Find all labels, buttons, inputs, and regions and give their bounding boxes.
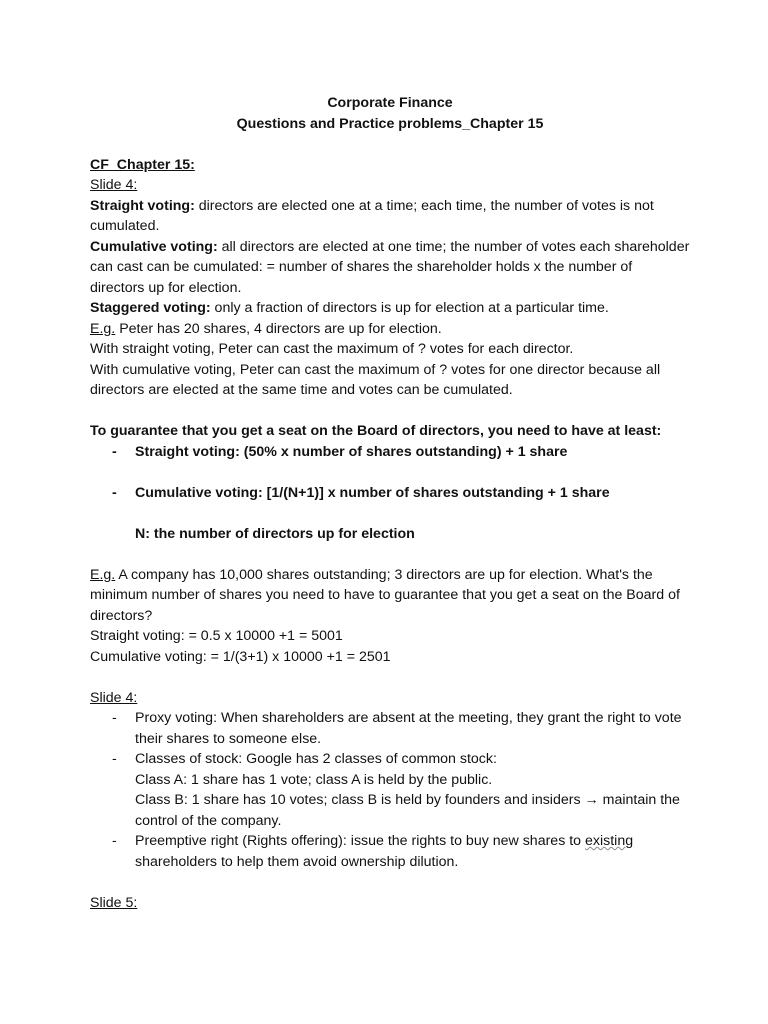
slide-label: Slide 5: — [90, 894, 138, 911]
definition-text: directors are elected one at a time; each time, the number of votes is not cumulated. — [90, 197, 654, 234]
existing-word: existing — [585, 833, 634, 849]
definition-cumulative — [90, 237, 690, 299]
proxy-voting: Proxy voting: When shareholders are absent at the meeting, they grant the right to vote their shares to someone else. — [135, 710, 682, 747]
definition-staggered — [90, 298, 690, 319]
spacer — [90, 134, 690, 155]
list-item — [90, 442, 690, 463]
example-1-cumulative: With cumulative voting, Peter can cast the maximum of ? votes for one director because all directors are elected at the same time and votes can be cumulated. — [90, 361, 661, 398]
example-2 — [90, 565, 690, 627]
term: Staggered voting: — [90, 300, 211, 316]
example-question: A company has 10,000 shares outstanding; 3 directors are up for election. What's the minimum number of shares you need to have to guarantee that you get a seat on the Board of directors? — [90, 566, 680, 624]
term: Straight voting: — [90, 197, 195, 214]
spacer — [90, 667, 690, 688]
definition-text: only a fraction of directors is up for election at a particular time. — [210, 300, 609, 316]
slide-label: Slide 4: — [90, 689, 138, 706]
preemptive-cont: shareholders to help them avoid ownership dilution. — [135, 853, 459, 870]
example-2-cumulative: Cumulative voting: = 1/(3+1) x 10000 +1 = 2501 — [90, 648, 391, 665]
dash-bullet: - — [112, 443, 117, 460]
example-2-straight: Straight voting: = 0.5 x 10000 +1 = 5001 — [90, 628, 343, 644]
document-body — [90, 93, 690, 913]
example-1-straight: With straight voting, Peter can cast the maximum of ? votes for each director. — [90, 341, 574, 357]
dash-bullet: - — [112, 833, 117, 849]
eg-label: E.g. — [90, 320, 116, 337]
eg-label: E.g. — [90, 566, 116, 583]
definition-text: all directors are elected at one time; the number of votes each shareholder can cast can be cumulated: = number of shares the shareholder holds x the number of directors up for election. — [90, 238, 690, 296]
classes-of-stock: Classes of stock: Google has 2 classes of common stock: — [135, 751, 497, 767]
formula-straight: Straight voting: (50% x number of shares outstanding) + 1 share — [135, 443, 568, 460]
definition-straight — [90, 196, 690, 237]
list-spacer — [90, 462, 690, 483]
spacer — [90, 544, 690, 565]
slide4-list — [90, 708, 690, 872]
example-1 — [90, 319, 690, 340]
guarantee-list — [90, 442, 690, 504]
class-b: Class B: 1 share has 10 votes; class B is held by founders and insiders — [135, 792, 585, 808]
spacer — [90, 401, 690, 422]
slide-label: Slide 4: — [90, 177, 138, 193]
dash-bullet: - — [112, 710, 117, 726]
document-title: Corporate Finance — [327, 95, 453, 111]
section-heading: CF_Chapter 15: — [90, 156, 195, 173]
spacer — [90, 872, 690, 893]
class-a: Class A: 1 share has 1 vote; class A is held by the public. — [135, 771, 493, 788]
preemptive-right: Preemptive right (Rights offering): issue the rights to buy new shares to — [135, 833, 586, 849]
example-text: Peter has 20 shares, 4 directors are up for election. — [115, 320, 442, 337]
n-definition: N: the number of directors up for election — [135, 525, 415, 542]
class-b-cont: maintain the control of the company. — [135, 792, 680, 829]
list-item — [90, 749, 690, 831]
term: Cumulative voting: — [90, 238, 218, 255]
guarantee-heading: To guarantee that you get a seat on the Board of directors, you need to have at least: — [90, 423, 662, 439]
document-subtitle: Questions and Practice problems_Chapter 15 — [236, 115, 544, 132]
formula-cumulative: Cumulative voting: [1/(N+1)] x number of shares outstanding + 1 share — [135, 484, 610, 501]
list-item — [90, 708, 690, 749]
dash-bullet: - — [112, 484, 117, 501]
list-item — [90, 483, 690, 504]
dash-bullet: - — [112, 751, 117, 767]
spacer — [90, 503, 690, 524]
arrow-right-icon: → — [584, 792, 599, 808]
list-item — [90, 831, 690, 872]
